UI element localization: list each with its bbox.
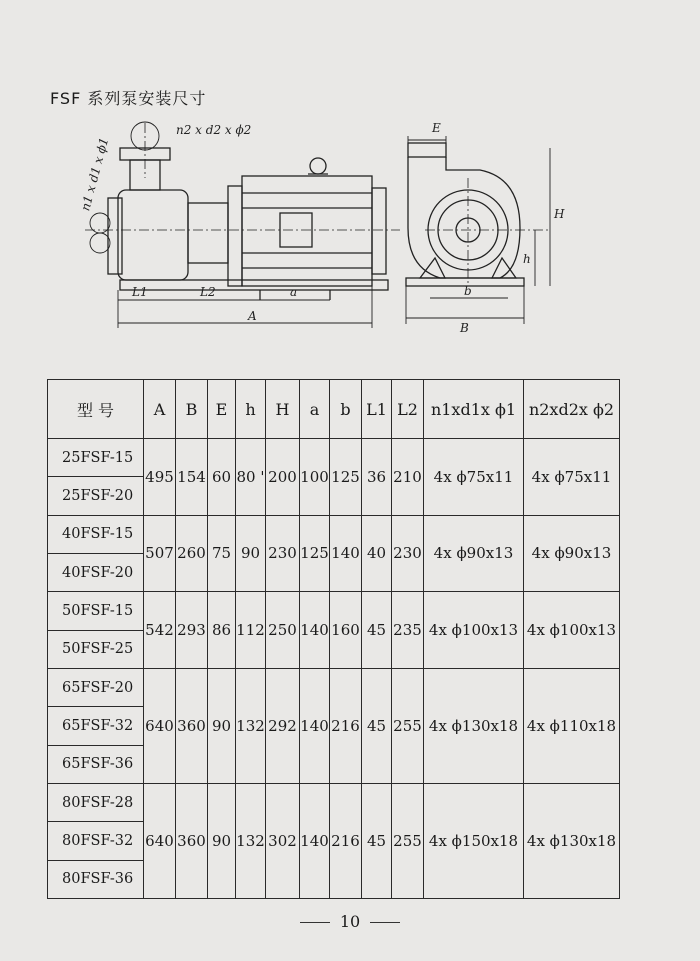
model-cell: 65FSF-20 [48,668,144,706]
model-cell: 50FSF-25 [48,630,144,668]
value-cell-n2xd2xϕ2: 4x ϕ130x18 [524,783,620,898]
value-cell-h: 302 [266,783,300,898]
footer-dash-right [370,922,400,923]
value-cell-n1xd1xϕ1: 4x ϕ150x18 [424,783,524,898]
table-row [48,592,620,630]
value-cell-l1: 45 [362,668,392,783]
value-cell-n1xd1xϕ1: 4x ϕ130x18 [424,668,524,783]
value-cell-h: 132 [236,668,266,783]
label-L2: L2 [200,285,216,299]
value-cell-l1: 36 [362,439,392,516]
value-cell-a: 140 [300,668,330,783]
value-cell-l2: 255 [392,783,424,898]
value-cell-b: 160 [330,592,362,669]
value-cell-n1xd1xϕ1: 4x ϕ90x13 [424,515,524,592]
value-cell-b: 216 [330,783,362,898]
header-L1: L1 [362,380,392,439]
value-cell-e: 60 [208,439,236,516]
model-cell: 25FSF-20 [48,477,144,515]
model-cell: 80FSF-32 [48,822,144,860]
model-cell: 65FSF-32 [48,707,144,745]
value-cell-n2xd2xϕ2: 4x ϕ110x18 [524,668,620,783]
value-cell-a: 140 [300,783,330,898]
label-A: A [248,309,257,323]
label-E: E [432,121,441,135]
value-cell-b: 360 [176,668,208,783]
table-row [48,668,620,706]
value-cell-n2xd2xϕ2: 4x ϕ90x13 [524,515,620,592]
model-cell: 50FSF-15 [48,592,144,630]
label-b: b [464,284,472,298]
value-cell-a: 140 [300,592,330,669]
value-cell-h: 200 [266,439,300,516]
label-flange-side: n1 x d1 x ϕ1 [80,136,112,213]
value-cell-n2xd2xϕ2: 4x ϕ75x11 [524,439,620,516]
header-b: b [330,380,362,439]
page-number: 10 [339,912,361,931]
header-n1d1: n1xd1x ϕ1 [424,380,524,439]
model-cell: 40FSF-15 [48,515,144,553]
label-H: H [554,207,565,221]
header-B: B [176,380,208,439]
installation-dimensions-table [47,379,620,899]
value-cell-h: 112 [236,592,266,669]
footer-dash-left [300,922,330,923]
table-header-row [48,380,620,439]
value-cell-b: 216 [330,668,362,783]
page-title: FSF 系列泵安装尺寸 [50,89,207,108]
page-number-footer [0,912,700,931]
table-row [48,439,620,477]
value-cell-h: 90 [236,515,266,592]
header-A: A [144,380,176,439]
value-cell-n2xd2xϕ2: 4x ϕ100x13 [524,592,620,669]
model-cell: 25FSF-15 [48,439,144,477]
value-cell-n1xd1xϕ1: 4x ϕ75x11 [424,439,524,516]
value-cell-l2: 210 [392,439,424,516]
value-cell-h: 230 [266,515,300,592]
value-cell-l1: 45 [362,783,392,898]
label-a: a [290,285,298,299]
table-row [48,783,620,821]
value-cell-b: 125 [330,439,362,516]
label-h: h [523,252,531,266]
header-h: h [236,380,266,439]
header-H: H [266,380,300,439]
value-cell-e: 90 [208,783,236,898]
pump-drawing-svg [80,118,600,343]
header-L2: L2 [392,380,424,439]
table-body [48,439,620,899]
value-cell-a: 100 [300,439,330,516]
value-cell-h: 250 [266,592,300,669]
value-cell-e: 90 [208,668,236,783]
pump-end-view [406,136,550,324]
value-cell-h: 292 [266,668,300,783]
value-cell-b: 360 [176,783,208,898]
value-cell-l2: 255 [392,668,424,783]
value-cell-h: 132 [236,783,266,898]
header-model: 型 号 [48,380,144,439]
model-cell: 80FSF-36 [48,860,144,898]
table-row [48,515,620,553]
value-cell-l2: 235 [392,592,424,669]
value-cell-b: 293 [176,592,208,669]
value-cell-a: 640 [144,668,176,783]
value-cell-b: 140 [330,515,362,592]
value-cell-a: 640 [144,783,176,898]
value-cell-a: 495 [144,439,176,516]
pump-installation-drawing [80,118,600,343]
model-cell: 40FSF-20 [48,553,144,591]
value-cell-a: 507 [144,515,176,592]
header-E: E [208,380,236,439]
value-cell-b: 260 [176,515,208,592]
label-L1: L1 [132,285,148,299]
label-flange-top: n2 x d2 x ϕ2 [176,123,252,137]
label-B: B [460,321,469,335]
value-cell-n1xd1xϕ1: 4x ϕ100x13 [424,592,524,669]
header-a: a [300,380,330,439]
value-cell-e: 75 [208,515,236,592]
model-cell: 65FSF-36 [48,745,144,783]
model-cell: 80FSF-28 [48,783,144,821]
value-cell-a: 542 [144,592,176,669]
value-cell-l2: 230 [392,515,424,592]
value-cell-l1: 40 [362,515,392,592]
value-cell-e: 86 [208,592,236,669]
value-cell-b: 154 [176,439,208,516]
value-cell-a: 125 [300,515,330,592]
value-cell-h: 80 ' [236,439,266,516]
value-cell-l1: 45 [362,592,392,669]
header-n2d2: n2xd2x ϕ2 [524,380,620,439]
